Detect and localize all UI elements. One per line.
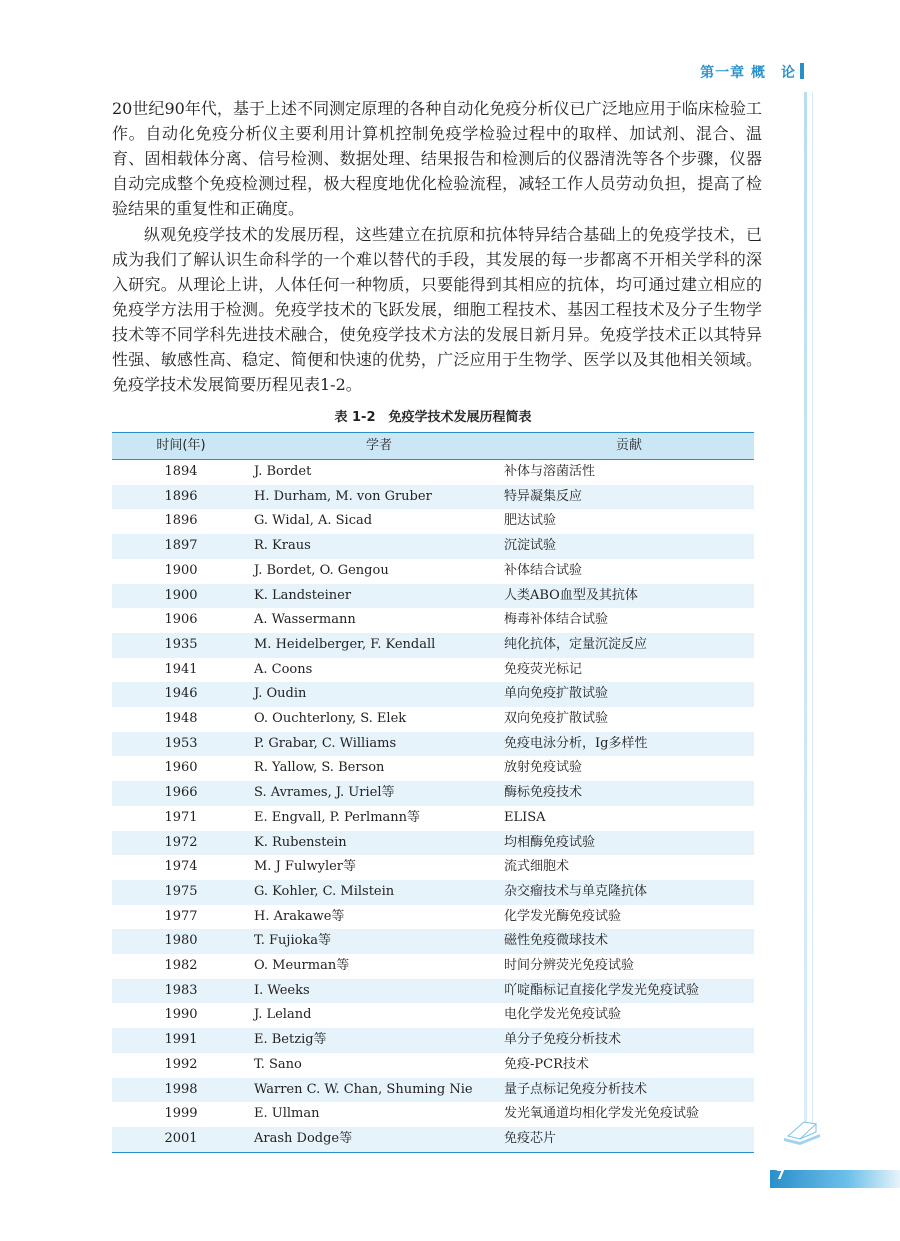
table-row xyxy=(112,781,754,806)
cell-scholar: R. Kraus xyxy=(250,534,504,559)
table-row xyxy=(112,929,754,954)
header-year: 时间(年) xyxy=(112,433,250,460)
cell-contribution: 电化学发光免疫试验 xyxy=(504,1007,622,1023)
table-row xyxy=(112,905,754,930)
table-row xyxy=(112,1003,754,1028)
cell-year: 1982 xyxy=(164,958,198,974)
cell-scholar: P. Grabar, C. Williams xyxy=(250,732,504,757)
cell-scholar: S. Avrames, J. Uriel等 xyxy=(250,781,504,806)
table-row xyxy=(112,1102,754,1127)
table-header-row xyxy=(112,433,754,460)
cell-contribution: 时间分辨荧光免疫试验 xyxy=(504,958,635,974)
cell-year: 1960 xyxy=(164,760,198,776)
table-row xyxy=(112,460,754,485)
cell-scholar: J. Leland xyxy=(254,1007,312,1023)
table-row xyxy=(112,880,754,905)
cell-scholar: G. Kohler, C. Milstein xyxy=(250,880,504,905)
cell-scholar: M. J Fulwyler等 xyxy=(254,859,357,875)
cell-contribution: 单向免疫扩散试验 xyxy=(504,682,754,707)
cell-year: 1897 xyxy=(112,534,250,559)
chapter-header xyxy=(700,62,804,82)
cell-scholar: H. Durham, M. von Gruber xyxy=(250,485,504,510)
paragraph-1: 20世纪90年代，基于上述不同测定原理的各种自动化免疫分析仪已广泛地应用于临床检验工作。自动化免疫分析仪主要利用计算机控制免疫学检验过程中的取样、加试剂、混合、温育、固相载体分离、信号检测、数据处理、结果报告和检测后的仪器清洗等各个步骤，仪器自动完成整个免疫检测过程，极大程度地优化检验流程，减轻工作人员劳动负担，提高了检验结果的重复性和正确度。 xyxy=(112,99,762,218)
cell-scholar: Warren C. W. Chan, Shuming Nie xyxy=(250,1078,504,1103)
cell-year: 1900 xyxy=(112,584,250,609)
cell-year: 1906 xyxy=(164,612,198,628)
paragraph-2: 纵观免疫学技术的发展历程，这些建立在抗原和抗体特异结合基础上的免疫学技术，已成为我们了解认识生命科学的一个难以替代的手段，其发展的每一步都离不开相关学科的深入研究。从理论上讲，人体任何一种物质，只要能得到其相应的抗体，均可通过建立相应的免疫学方法用于检测。免疫学技术的飞跃发展，细胞工程技术、基因工程技术及分子生物学技术等不同学科先进技术融合，使免疫学技术方法的发展日新月异。免疫学技术正以其特异性强、敏感性高、稳定、简便和快速的优势，广泛应用于生物学、医学以及其他相关领域。免疫学技术发展简要历程见表1-2。 xyxy=(112,225,762,394)
table-row xyxy=(112,658,754,683)
table-row xyxy=(112,608,754,633)
header-contribution: 贡献 xyxy=(504,433,754,460)
book-icon xyxy=(780,1118,824,1146)
table-row xyxy=(112,954,754,979)
cell-contribution: 均相酶免疫试验 xyxy=(504,831,754,856)
table-row xyxy=(112,534,754,559)
table-row xyxy=(112,855,754,880)
cell-year: 1999 xyxy=(164,1106,198,1122)
cell-year: 1983 xyxy=(112,979,250,1004)
cell-contribution: 人类ABO血型及其抗体 xyxy=(504,584,754,609)
cell-scholar: R. Yallow, S. Berson xyxy=(254,760,385,776)
cell-scholar: I. Weeks xyxy=(250,979,504,1004)
cell-year: 1975 xyxy=(112,880,250,905)
history-table xyxy=(112,432,754,1153)
cell-scholar: A. Coons xyxy=(254,661,313,677)
cell-scholar: J. Oudin xyxy=(250,682,504,707)
cell-scholar: M. Heidelberger, F. Kendall xyxy=(250,633,504,658)
cell-contribution: 双向免疫扩散试验 xyxy=(504,711,609,727)
cell-year: 2001 xyxy=(112,1127,250,1152)
cell-scholar: J. Bordet xyxy=(254,464,312,479)
side-rule xyxy=(804,92,807,1124)
cell-contribution: ELISA xyxy=(504,809,546,825)
cell-contribution: 量子点标记免疫分析技术 xyxy=(504,1078,754,1103)
cell-year: 1896 xyxy=(112,485,250,510)
cell-year: 1991 xyxy=(112,1028,250,1053)
table-row xyxy=(112,756,754,781)
cell-year: 1948 xyxy=(164,711,198,727)
cell-contribution: 补体与溶菌活性 xyxy=(504,464,596,479)
page-number-tab xyxy=(770,1170,900,1188)
cell-contribution: 单分子免疫分析技术 xyxy=(504,1028,754,1053)
cell-year: 1896 xyxy=(164,513,198,529)
cell-scholar: J. Bordet, O. Gengou xyxy=(254,562,389,578)
cell-scholar: O. Ouchterlony, S. Elek xyxy=(254,711,407,727)
cell-contribution: 免疫电泳分析，Ig多样性 xyxy=(504,732,754,757)
cell-contribution: 纯化抗体，定量沉淀反应 xyxy=(504,633,754,658)
cell-contribution: 发光氧通道均相化学发光免疫试验 xyxy=(504,1106,700,1122)
cell-year: 1900 xyxy=(164,562,198,578)
cell-year: 1977 xyxy=(164,908,198,924)
cell-year: 1953 xyxy=(112,732,250,757)
cell-contribution: 化学发光酶免疫试验 xyxy=(504,908,622,924)
cell-contribution: 免疫-PCR技术 xyxy=(504,1056,589,1072)
cell-contribution: 吖啶酯标记直接化学发光免疫试验 xyxy=(504,979,754,1004)
cell-scholar: K. Rubenstein xyxy=(250,831,504,856)
cell-contribution: 免疫荧光标记 xyxy=(504,661,583,677)
table-row xyxy=(112,633,754,658)
table-row xyxy=(112,707,754,732)
cell-contribution: 肥达试验 xyxy=(504,513,557,529)
cell-scholar: E. Engvall, P. Perlmann等 xyxy=(254,809,421,825)
cell-year: 1998 xyxy=(112,1078,250,1103)
table-body xyxy=(112,460,754,1153)
cell-year: 1980 xyxy=(112,929,250,954)
cell-contribution: 磁性免疫微球技术 xyxy=(504,929,754,954)
cell-scholar: G. Widal, A. Sicad xyxy=(254,513,373,529)
table-row xyxy=(112,1028,754,1053)
cell-contribution: 杂交瘤技术与单克隆抗体 xyxy=(504,880,754,905)
cell-year: 1974 xyxy=(164,859,198,875)
cell-scholar: E. Betzig等 xyxy=(250,1028,504,1053)
cell-contribution: 沉淀试验 xyxy=(504,534,754,559)
table-caption: 表 1-2 免疫学技术发展历程简表 xyxy=(334,410,532,425)
page-number: 7 xyxy=(776,1168,786,1183)
table-row xyxy=(112,584,754,609)
header-scholar: 学者 xyxy=(250,433,504,460)
table-row xyxy=(112,806,754,831)
cell-scholar: T. Sano xyxy=(254,1056,302,1072)
cell-scholar: T. Fujioka等 xyxy=(250,929,504,954)
cell-year: 1946 xyxy=(112,682,250,707)
chapter-title: 第一章 概 论 xyxy=(700,65,796,81)
cell-contribution: 特异凝集反应 xyxy=(504,485,754,510)
cell-contribution: 流式细胞术 xyxy=(504,859,570,875)
side-rule-thin xyxy=(812,92,813,1124)
table-row xyxy=(112,979,754,1004)
cell-year: 1966 xyxy=(112,781,250,806)
cell-scholar: A. Wassermann xyxy=(254,612,356,628)
cell-year: 1971 xyxy=(164,809,198,825)
table-row xyxy=(112,682,754,707)
table-row xyxy=(112,509,754,534)
table-row xyxy=(112,1053,754,1078)
cell-year: 1990 xyxy=(164,1007,198,1023)
cell-year: 1992 xyxy=(164,1056,198,1072)
table-row xyxy=(112,732,754,757)
cell-contribution: 补体结合试验 xyxy=(504,562,583,578)
header-bar-mark xyxy=(800,63,804,79)
table-row xyxy=(112,831,754,856)
cell-year: 1941 xyxy=(164,661,198,677)
cell-contribution: 免疫芯片 xyxy=(504,1127,754,1152)
table-row xyxy=(112,559,754,584)
table-row xyxy=(112,485,754,510)
cell-contribution: 酶标免疫技术 xyxy=(504,781,754,806)
cell-scholar: E. Ullman xyxy=(254,1106,320,1122)
cell-contribution: 梅毒补体结合试验 xyxy=(504,612,609,628)
cell-scholar: H. Arakawe等 xyxy=(254,908,345,924)
cell-year: 1972 xyxy=(112,831,250,856)
cell-scholar: O. Meurman等 xyxy=(254,958,350,974)
cell-year: 1894 xyxy=(164,464,198,479)
cell-year: 1935 xyxy=(112,633,250,658)
cell-contribution: 放射免疫试验 xyxy=(504,760,583,776)
table-row xyxy=(112,1078,754,1103)
cell-scholar: K. Landsteiner xyxy=(250,584,504,609)
cell-scholar: Arash Dodge等 xyxy=(250,1127,504,1152)
table-row xyxy=(112,1127,754,1152)
